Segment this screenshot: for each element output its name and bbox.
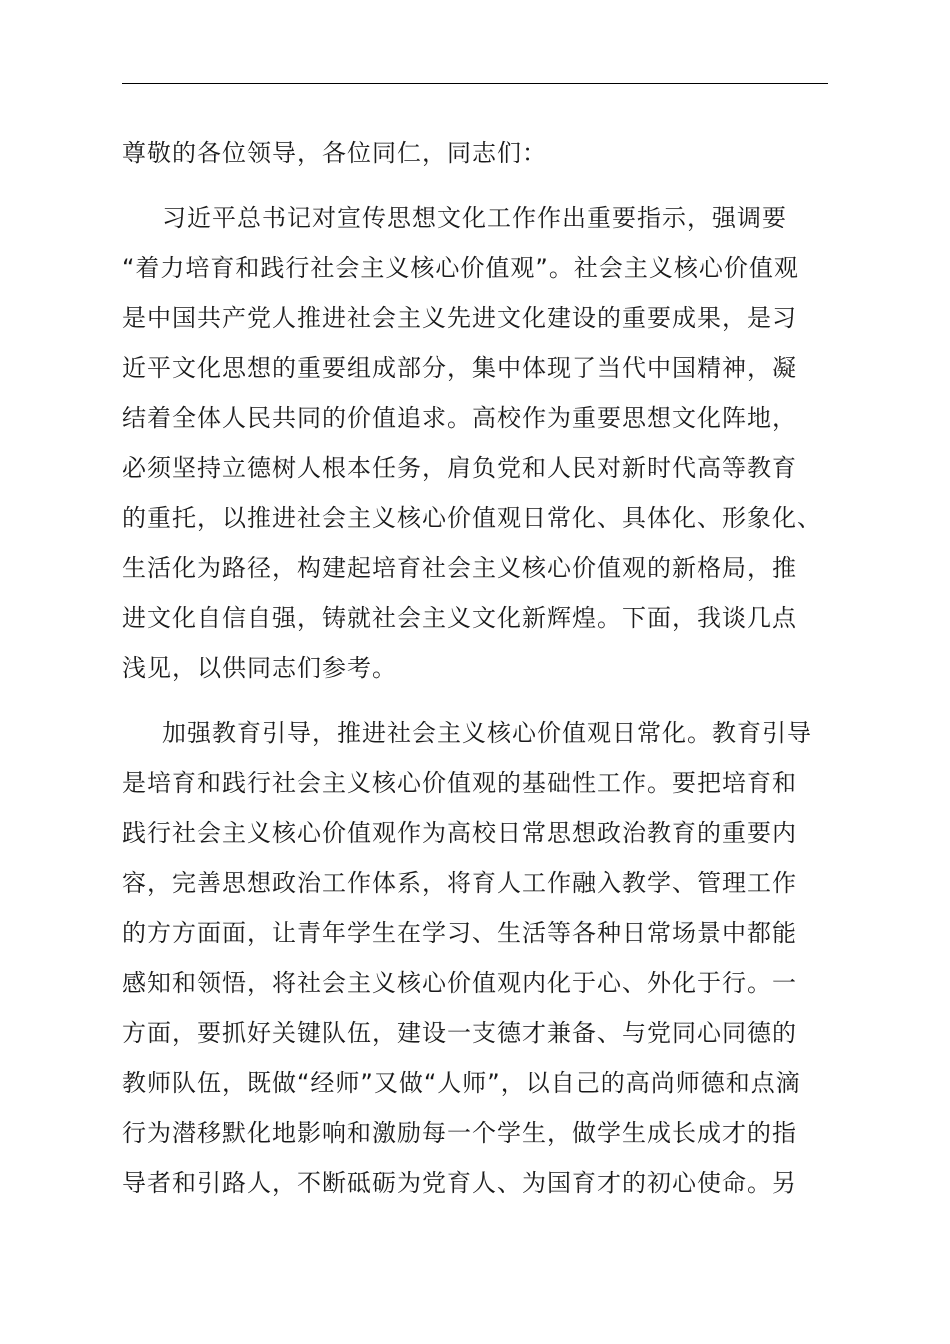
paragraph-line: 的方方面面，让青年学生在学习、生活等各种日常场景中都能 (122, 919, 797, 947)
paragraph-line: 进文化自信自强，铸就社会主义文化新辉煌。下面，我谈几点 (122, 604, 797, 632)
header-rule (122, 83, 828, 84)
paragraph-line: “着力培育和践行社会主义核心价值观”。社会主义核心价值观 (122, 254, 799, 282)
paragraph-line: 生活化为路径，构建起培育社会主义核心价值观的新格局，推 (122, 554, 797, 582)
paragraph-line: 习近平总书记对宣传思想文化工作作出重要指示，强调要 (162, 204, 787, 232)
paragraph-line: 方面，要抓好关键队伍，建设一支德才兼备、与党同心同德的 (122, 1019, 797, 1047)
paragraph-line: 导者和引路人，不断砥砺为党育人、为国育才的初心使命。另 (122, 1169, 797, 1197)
paragraph-line: 是培育和践行社会主义核心价值观的基础性工作。要把培育和 (122, 769, 797, 797)
paragraph-line: 是中国共产党人推进社会主义先进文化建设的重要成果，是习 (122, 304, 797, 332)
paragraph-line: 行为潜移默化地影响和激励每一个学生，做学生成长成才的指 (122, 1119, 797, 1147)
paragraph-line: 必须坚持立德树人根本任务，肩负党和人民对新时代高等教育 (122, 454, 797, 482)
paragraph-line: 感知和领悟，将社会主义核心价值观内化于心、外化于行。一 (122, 969, 797, 997)
paragraph-2 (122, 708, 828, 1208)
paragraph-line: 容，完善思想政治工作体系，将育人工作融入教学、管理工作 (122, 869, 797, 897)
paragraph-line: 近平文化思想的重要组成部分，集中体现了当代中国精神，凝 (122, 354, 797, 382)
paragraph-line: 加强教育引导，推进社会主义核心价值观日常化。教育引导 (162, 719, 812, 747)
paragraph-line: 教师队伍，既做“经师”又做“人师”，以自己的高尚师德和点滴 (122, 1069, 801, 1097)
paragraph-line: 结着全体人民共同的价值追求。高校作为重要思想文化阵地， (122, 404, 797, 432)
document-body (122, 128, 828, 1208)
paragraph-line: 浅见，以供同志们参考。 (122, 654, 397, 682)
paragraph-line: 践行社会主义核心价值观作为高校日常思想政治教育的重要内 (122, 819, 797, 847)
paragraph-1 (122, 193, 828, 693)
paragraph-line: 的重托，以推进社会主义核心价值观日常化、具体化、形象化、 (122, 504, 822, 532)
salutation: 尊敬的各位领导，各位同仁，同志们： (122, 139, 547, 167)
